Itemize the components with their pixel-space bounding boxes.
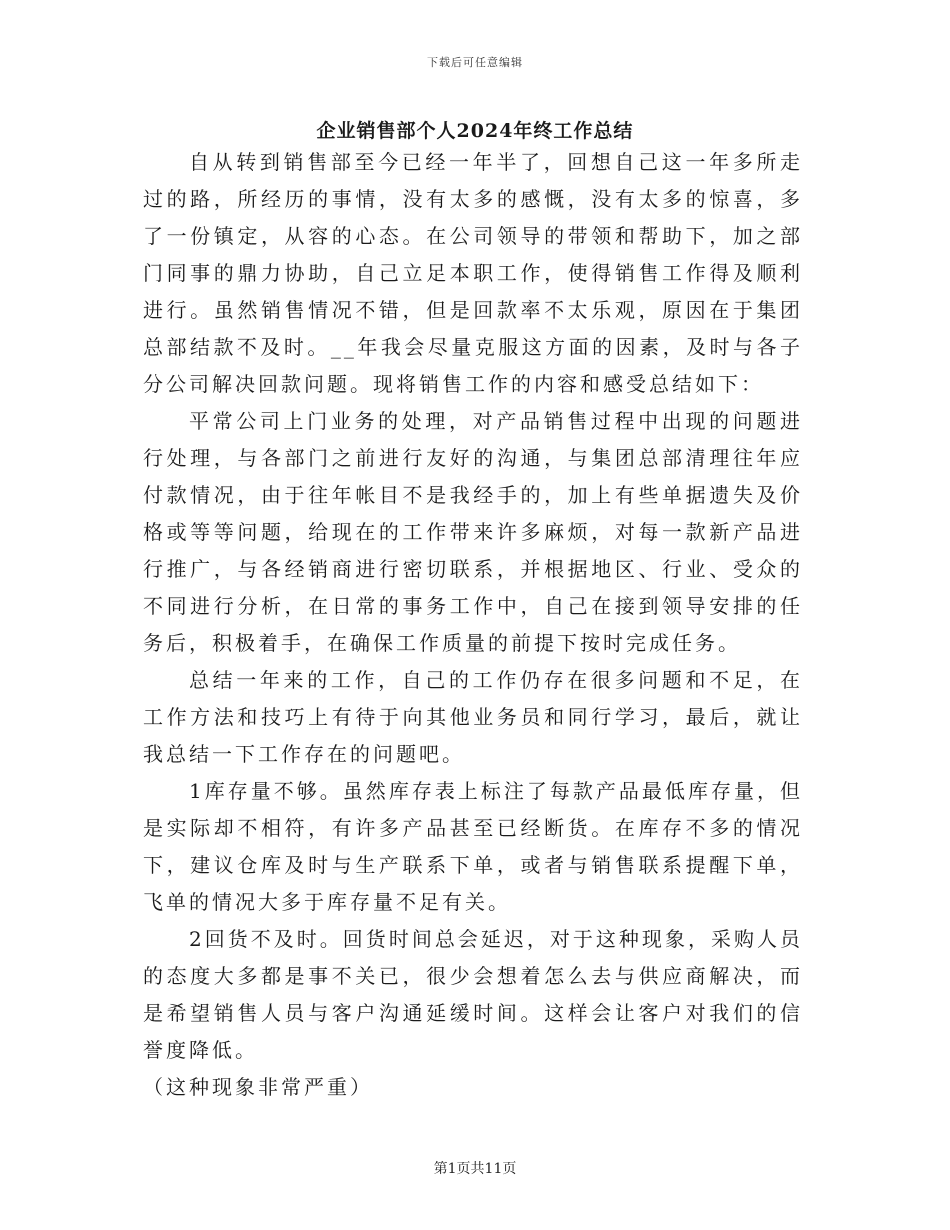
document-title: 企业销售部个人2024年终工作总结 (316, 120, 634, 142)
paragraph-summary: 总结一年来的工作，自己的工作仍存在很多问题和不足，在工作方法和技巧上有待于向其他业务员和同行学习，最后，就让我总结一下工作存在的问题吧。 (143, 668, 803, 766)
document-body (143, 144, 803, 1106)
paragraph-issue-inventory: 1库存量不够。虽然库存表上标注了每款产品最低库存量，但是实际却不相符，有许多产品甚至已经断货。在库存不多的情况下，建议仓库及时与生产联系下单，或者与销售联系提醒下单，飞单的情况大多于库存量不足有关。 (143, 779, 803, 914)
paragraph-note: （这种现象非常严重） (143, 1075, 373, 1099)
paragraph-intro: 自从转到销售部至今已经一年半了，回想自己这一年多所走过的路，所经历的事情，没有太多的感慨，没有太多的惊喜，多了一份镇定，从容的心态。在公司领导的带领和帮助下，加之部门同事的鼎力协助，自己立足本职工作，使得销售工作得及顺利进行。虽然销售情况不错，但是回款率不太乐观，原因在于集团总部结款不及时。__年我会尽量克服这方面的因素，及时与各子分公司解决回款问题。现将销售工作的内容和感受总结如下： (143, 150, 803, 396)
page-header-note: 下载后可任意编辑 (427, 56, 523, 69)
paragraph-daily-work: 平常公司上门业务的处理，对产品销售过程中出现的问题进行处理，与各部门之前进行友好的沟通，与集团总部清理往年应付款情况，由于往年帐目不是我经手的，加上有些单据遗失及价格或等等问题，给现在的工作带来许多麻烦，对每一款新产品进行推广，与各经销商进行密切联系，并根据地区、行业、受众的不同进行分析，在日常的事务工作中，自己在接到领导安排的任务后，积极着手，在确保工作质量的前提下按时完成任务。 (143, 409, 803, 655)
paragraph-issue-delivery: 2回货不及时。回货时间总会延迟，对于这种现象，采购人员的态度大多都是事不关已，很少会想着怎么去与供应商解决，而是希望销售人员与客户沟通延缓时间。这样会让客户对我们的信誉度降低。 (143, 927, 803, 1062)
page-number-footer: 第1页共11页 (433, 1161, 517, 1177)
